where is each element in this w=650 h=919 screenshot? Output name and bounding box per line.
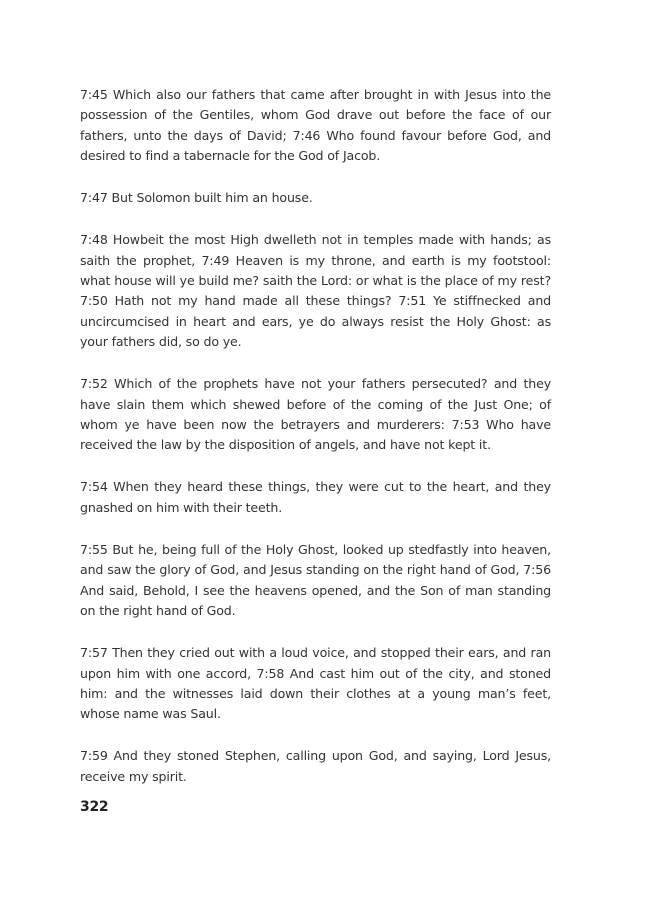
verse-paragraph: 7:45 Which also our fathers that came after brought in with Jesus into the possession of the Gentiles, whom God drave out before the face of our fathers, unto the days of David; 7:46 Who found favour before God, and desired to find a tabernacle for the God of Jacob.: [80, 87, 551, 163]
verse-paragraph: 7:52 Which of the prophets have not your fathers persecuted? and they have slain them which shewed before of the coming of the Just One; of whom ye have been now the betrayers and murderers: 7:53 Who have received the law by the disposition of angels, and have not kept it.: [80, 376, 551, 453]
verse-paragraph: 7:55 But he, being full of the Holy Ghost, looked up stedfastly into heaven, and saw the glory of God, and Jesus standing on the right hand of God, 7:56 And said, Behold, I see the heavens opened, and the Son of man standing on the right hand of God.: [80, 542, 551, 618]
verse-paragraph: 7:54 When they heard these things, they were cut to the heart, and they gnashed on him with their teeth.: [80, 479, 551, 515]
page-number: 322: [80, 799, 109, 815]
verse-paragraph: 7:47 But Solomon built him an house.: [80, 190, 313, 206]
body-text: [80, 85, 551, 809]
verse-paragraph: 7:48 Howbeit the most High dwelleth not in temples made with hands; as saith the prophet, 7:49 Heaven is my throne, and earth is my footstool: what house will ye build me? saith the Lord: or what is the place of my rest? 7:50 Hath not my hand made all these things? 7:51 Ye stiffnecked and uncircumcised in heart and ears, ye do always resist the Holy Ghost: as your fathers did, so do ye.: [80, 232, 551, 349]
verse-paragraph: 7:57 Then they cried out with a loud voice, and stopped their ears, and ran upon him with one accord, 7:58 And cast him out of the city, and stoned him: and the witnesses laid down their clothes at a young man’s feet, whose name was Saul.: [80, 645, 551, 722]
verse-paragraph: 7:59 And they stoned Stephen, calling upon God, and saying, Lord Jesus, receive my spirit.: [80, 748, 551, 784]
